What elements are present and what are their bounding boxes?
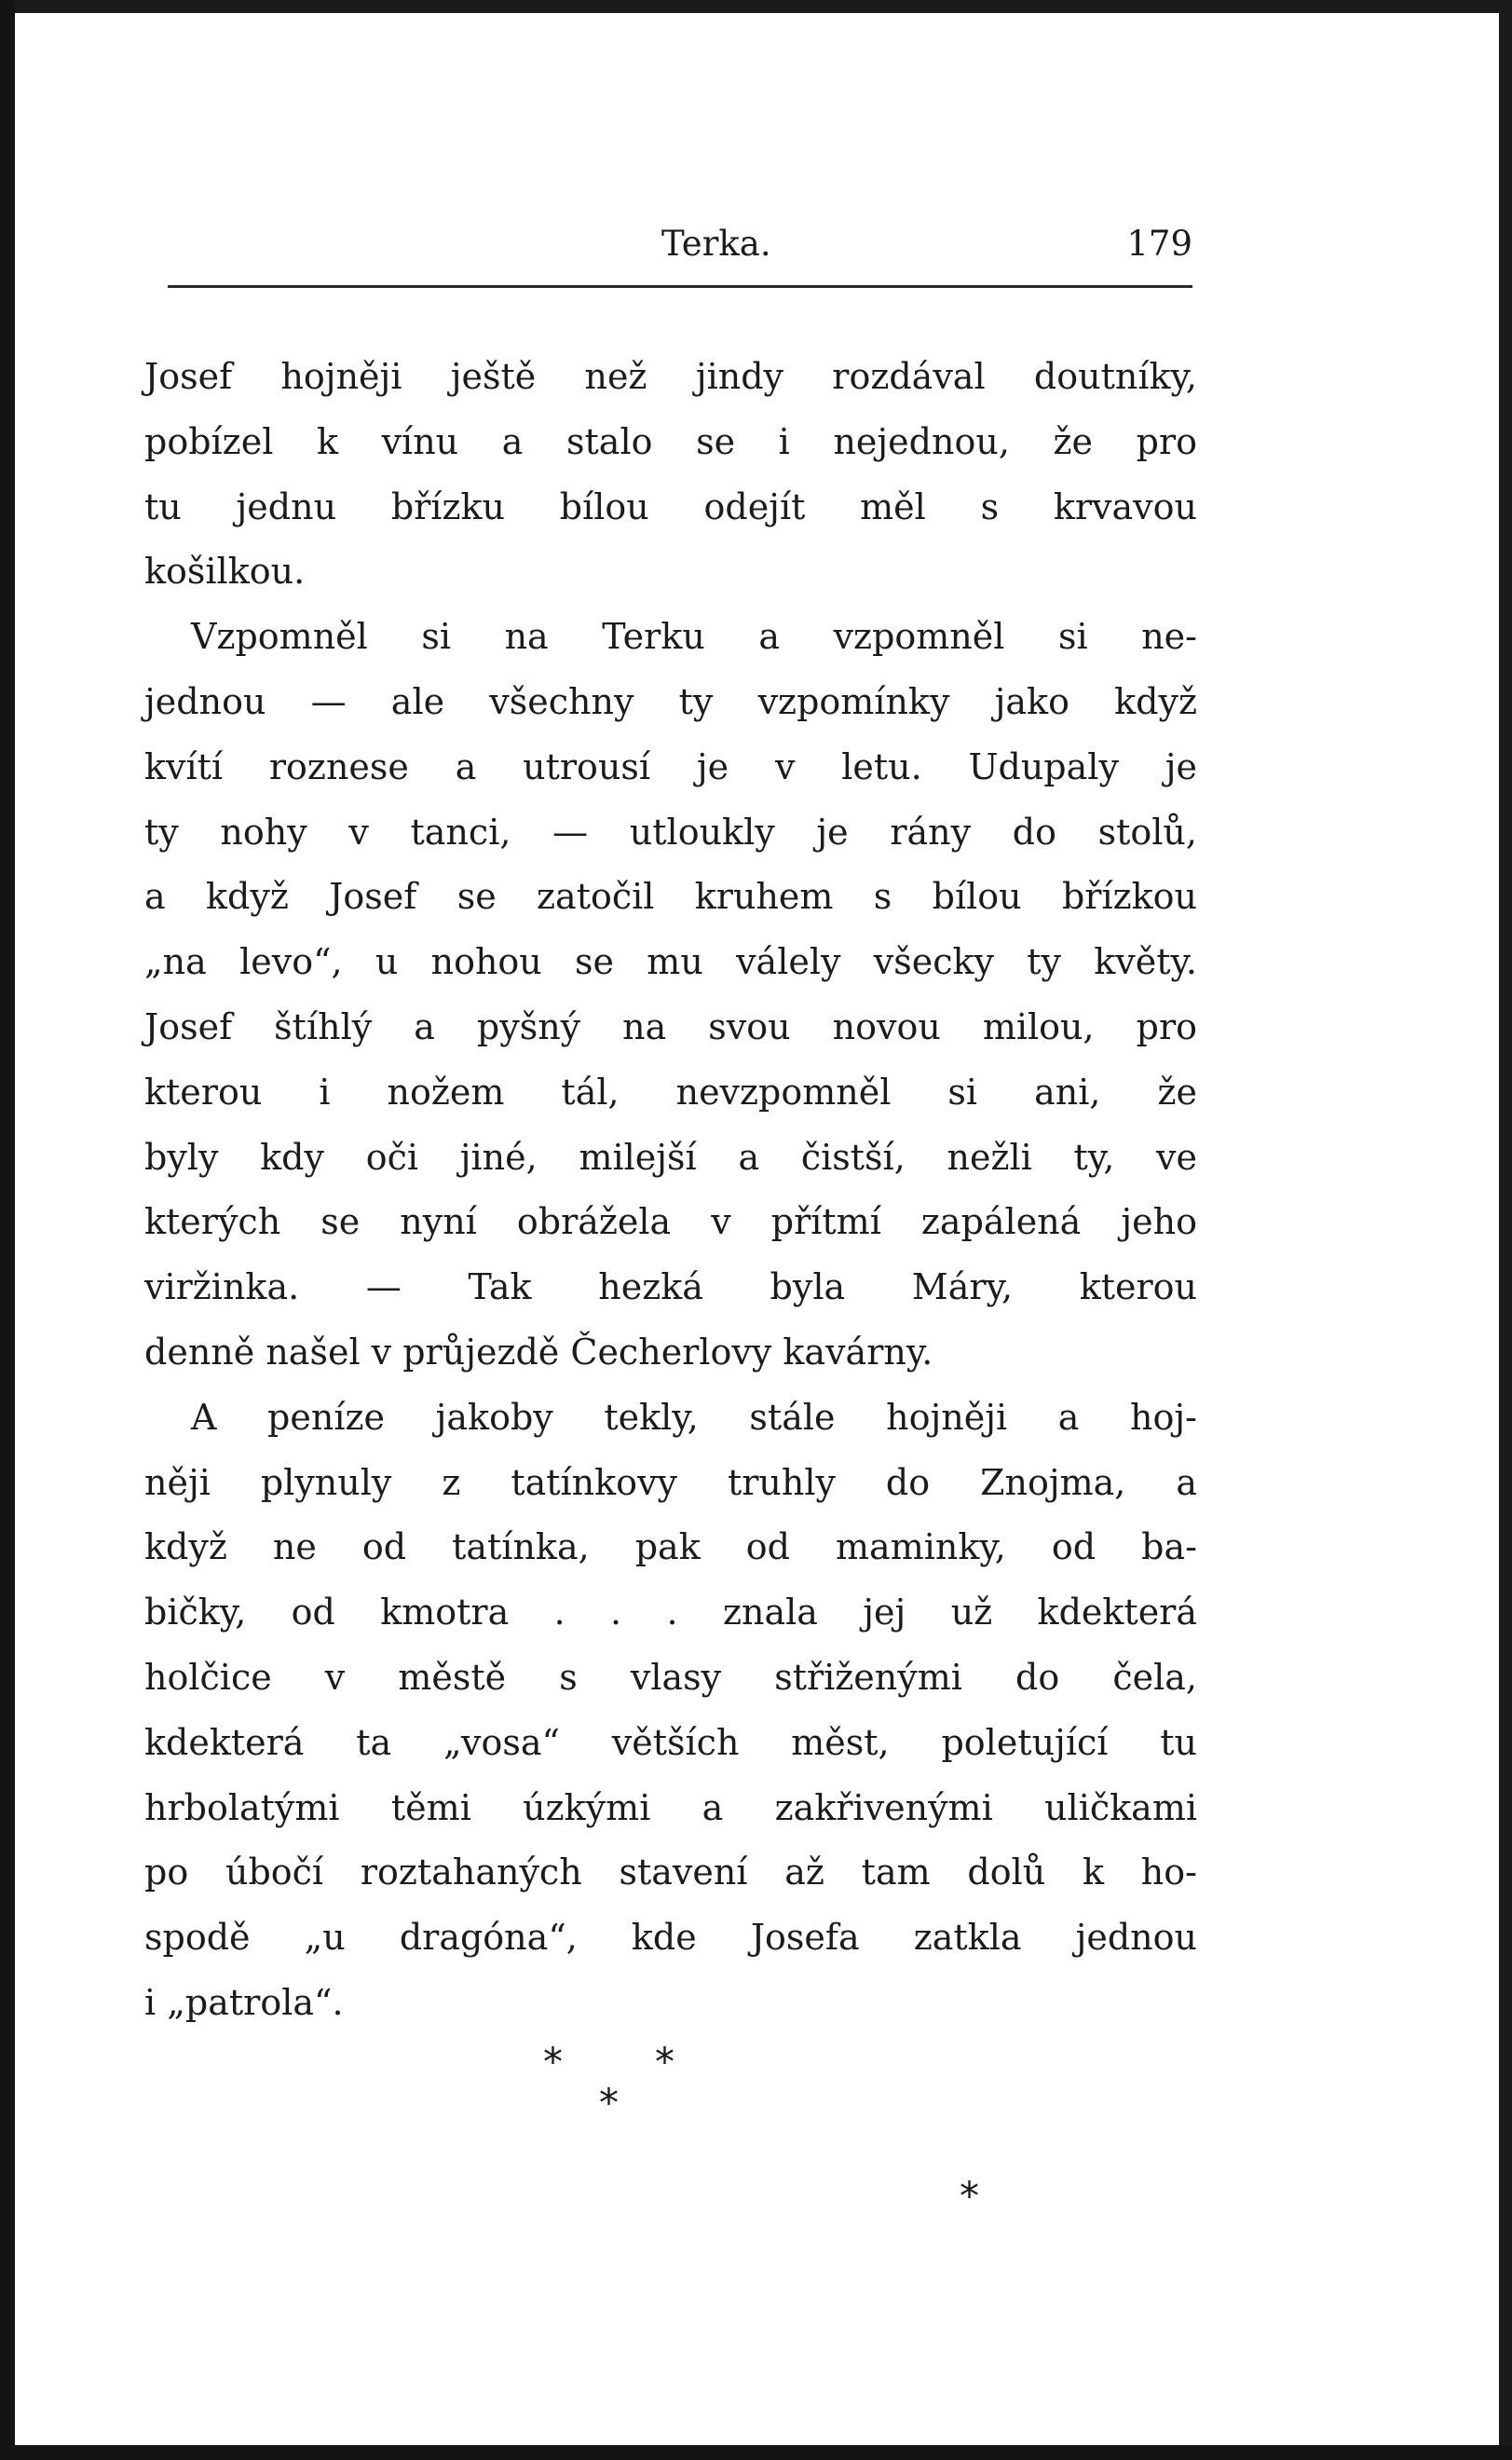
section-break-asterisk: * [960, 2173, 979, 2219]
text-line: i „patrola“. [144, 1981, 344, 2023]
text-line: jednou — ale všechny ty vzpomínky jako když [144, 680, 1197, 722]
scan-edge-right [1499, 0, 1512, 2460]
text-line: hrbolatými těmi úzkými a zakřivenými uličkami [144, 1786, 1197, 1828]
text-line: Josef hojněji ještě než jindy rozdával doutníky, [144, 356, 1197, 397]
text-line: Vzpomněl si na Terku a vzpomněl si ne- [191, 616, 1197, 658]
text-line: kterých se nyní obrážela v přítmí zapálená jeho [144, 1201, 1197, 1243]
section-break-asterisk: * [655, 2039, 674, 2084]
text-line: košilkou. [144, 551, 306, 593]
text-line: holčice v městě s vlasy střiženými do čela, [144, 1656, 1197, 1698]
text-line: kvítí roznese a utrousí je v letu. Udupaly je [144, 745, 1197, 787]
section-break-asterisk: * [599, 2080, 619, 2125]
running-title: Terka. [661, 224, 771, 264]
scan-edge-bottom [0, 2445, 1512, 2460]
text-line: něji plynuly z tatínkovy truhly do Znojma, a [144, 1461, 1197, 1503]
running-head [149, 224, 1192, 280]
section-break-asterisk: * [543, 2039, 563, 2084]
body-text [144, 345, 1197, 2036]
text-line: bičky, od kmotra . . . znala jej už kdekterá [144, 1592, 1197, 1633]
text-line: A peníze jakoby tekly, stále hojněji a hoj- [191, 1396, 1197, 1438]
text-line: když ne od tatínka, pak od maminky, od ba- [144, 1526, 1197, 1568]
header-rule [168, 285, 1192, 288]
book-page [56, 56, 1453, 2404]
text-line: kterou i nožem tál, nevzpomněl si ani, že [144, 1071, 1197, 1113]
text-line: kdekterá ta „vosa“ větších měst, poletující tu [144, 1721, 1197, 1763]
text-line: pobízel k vínu a stalo se i nejednou, že pro [144, 420, 1197, 462]
scan-edge-top [0, 0, 1512, 13]
text-line: Josef štíhlý a pyšný na svou novou milou, pro [144, 1005, 1197, 1047]
scan-edge-left [0, 0, 15, 2460]
text-line: ty nohy v tanci, — utloukly je rány do stolů, [144, 811, 1197, 853]
text-line: tu jednu břízku bílou odejít měl s krvavou [144, 485, 1197, 527]
text-line: „na levo“, u nohou se mu válely všecky ty květy. [144, 941, 1197, 983]
text-line: po úbočí roztahaných stavení až tam dolů k ho- [144, 1852, 1197, 1893]
text-line: denně našel v průjezdě Čecherlovy kavárny. [144, 1331, 933, 1373]
text-line: a když Josef se zatočil kruhem s bílou břízkou [144, 876, 1197, 918]
text-line: spodě „u dragóna“, kde Josefa zatkla jednou [144, 1917, 1197, 1959]
page-number: 179 [1126, 224, 1192, 264]
text-line: viržinka. — Tak hezká byla Máry, kterou [144, 1266, 1197, 1308]
text-line: byly kdy oči jiné, milejší a čistší, nežli ty, ve [144, 1136, 1197, 1178]
